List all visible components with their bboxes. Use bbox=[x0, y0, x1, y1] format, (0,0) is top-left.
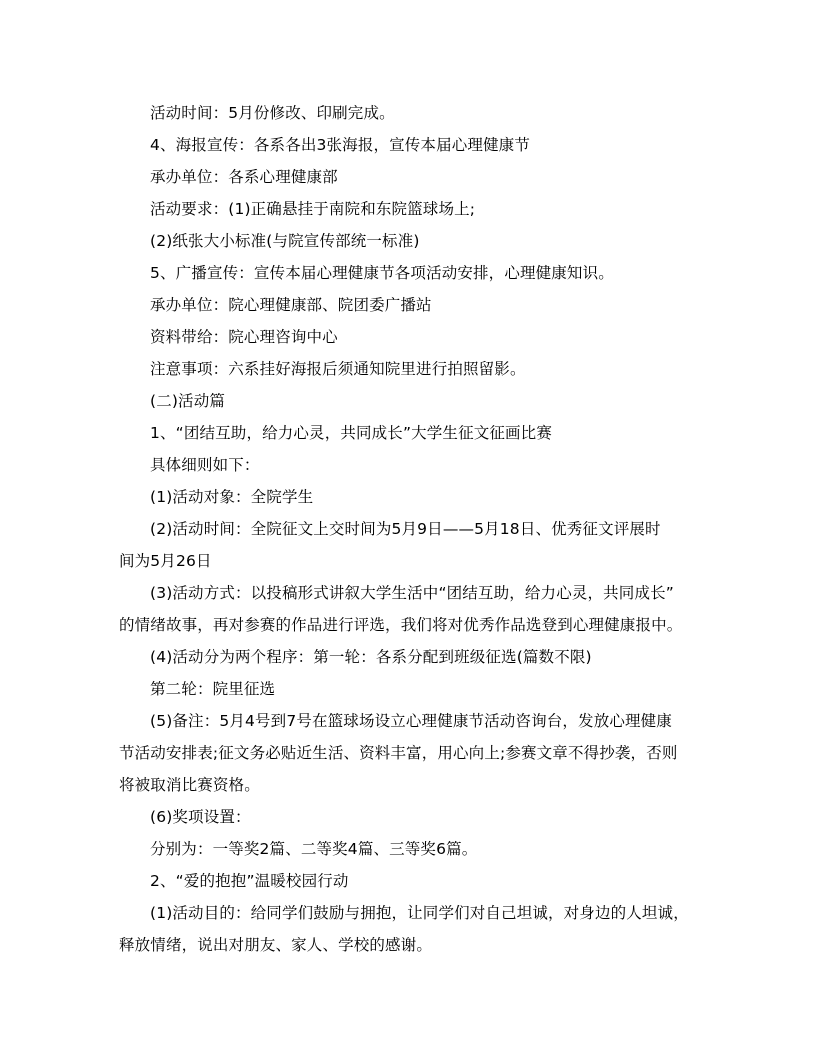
text-line: 4、海报宣传：各系各出3张海报，宣传本届心理健康节 bbox=[150, 136, 530, 154]
item-heading: 1、“团结互助，给力心灵，共同成长”大学生征文征画比赛 bbox=[150, 424, 552, 442]
text-line: (2)纸张大小标准(与院宣传部统一标准) bbox=[150, 232, 420, 250]
text-line: (2)活动时间：全院征文上交时间为5月9日——5月18日、优秀征文评展时 bbox=[150, 520, 661, 538]
text-line: 5、广播宣传：宣传本届心理健康节各项活动安排，心理健康知识。 bbox=[150, 264, 614, 282]
text-line: (1)活动目的：给同学们鼓励与拥抱，让同学们对自己坦诚，对身边的人坦诚， bbox=[150, 904, 689, 922]
text-line: 活动时间：5月份修改、印刷完成。 bbox=[150, 104, 395, 122]
text-line: 分别为：一等奖2篇、二等奖4篇、三等奖6篇。 bbox=[150, 840, 478, 858]
text-line: 第二轮：院里征选 bbox=[150, 680, 276, 698]
text-line: 承办单位：院心理健康部、院团委广播站 bbox=[150, 296, 432, 314]
text-line-continuation: 的情绪故事，再对参赛的作品进行评选，我们将对优秀作品选登到心理健康报中。 bbox=[119, 616, 683, 634]
text-line: 承办单位：各系心理健康部 bbox=[150, 168, 338, 186]
text-line: (5)备注：5月4号到7号在篮球场设立心理健康节活动咨询台，发放心理健康 bbox=[150, 712, 672, 730]
text-line-continuation: 节活动安排表;征文务必贴近生活、资料丰富，用心向上;参赛文章不得抄袭，否则 bbox=[119, 744, 678, 762]
text-line: 具体细则如下： bbox=[150, 456, 260, 474]
text-line-continuation: 间为5月26日 bbox=[119, 552, 212, 570]
text-line: (1)活动对象：全院学生 bbox=[150, 488, 314, 506]
text-line: (4)活动分为两个程序：第一轮：各系分配到班级征选(篇数不限) bbox=[150, 648, 592, 666]
item-heading: 2、“爱的抱抱”温暖校园行动 bbox=[150, 872, 349, 890]
text-line: (6)奖项设置： bbox=[150, 808, 251, 826]
text-line: (3)活动方式：以投稿形式讲叙大学生活中“团结互助，给力心灵，共同成长” bbox=[150, 584, 674, 602]
text-line: 注意事项：六系挂好海报后须通知院里进行拍照留影。 bbox=[150, 360, 526, 378]
text-line-continuation: 释放情绪，说出对朋友、家人、学校的感谢。 bbox=[119, 936, 433, 954]
document-body bbox=[119, 97, 697, 961]
text-line: 活动要求：(1)正确悬挂于南院和东院篮球场上; bbox=[150, 200, 476, 218]
text-line: 资料带给：院心理咨询中心 bbox=[150, 328, 338, 346]
section-heading: (二)活动篇 bbox=[150, 392, 225, 410]
text-line-continuation: 将被取消比赛资格。 bbox=[119, 776, 260, 794]
